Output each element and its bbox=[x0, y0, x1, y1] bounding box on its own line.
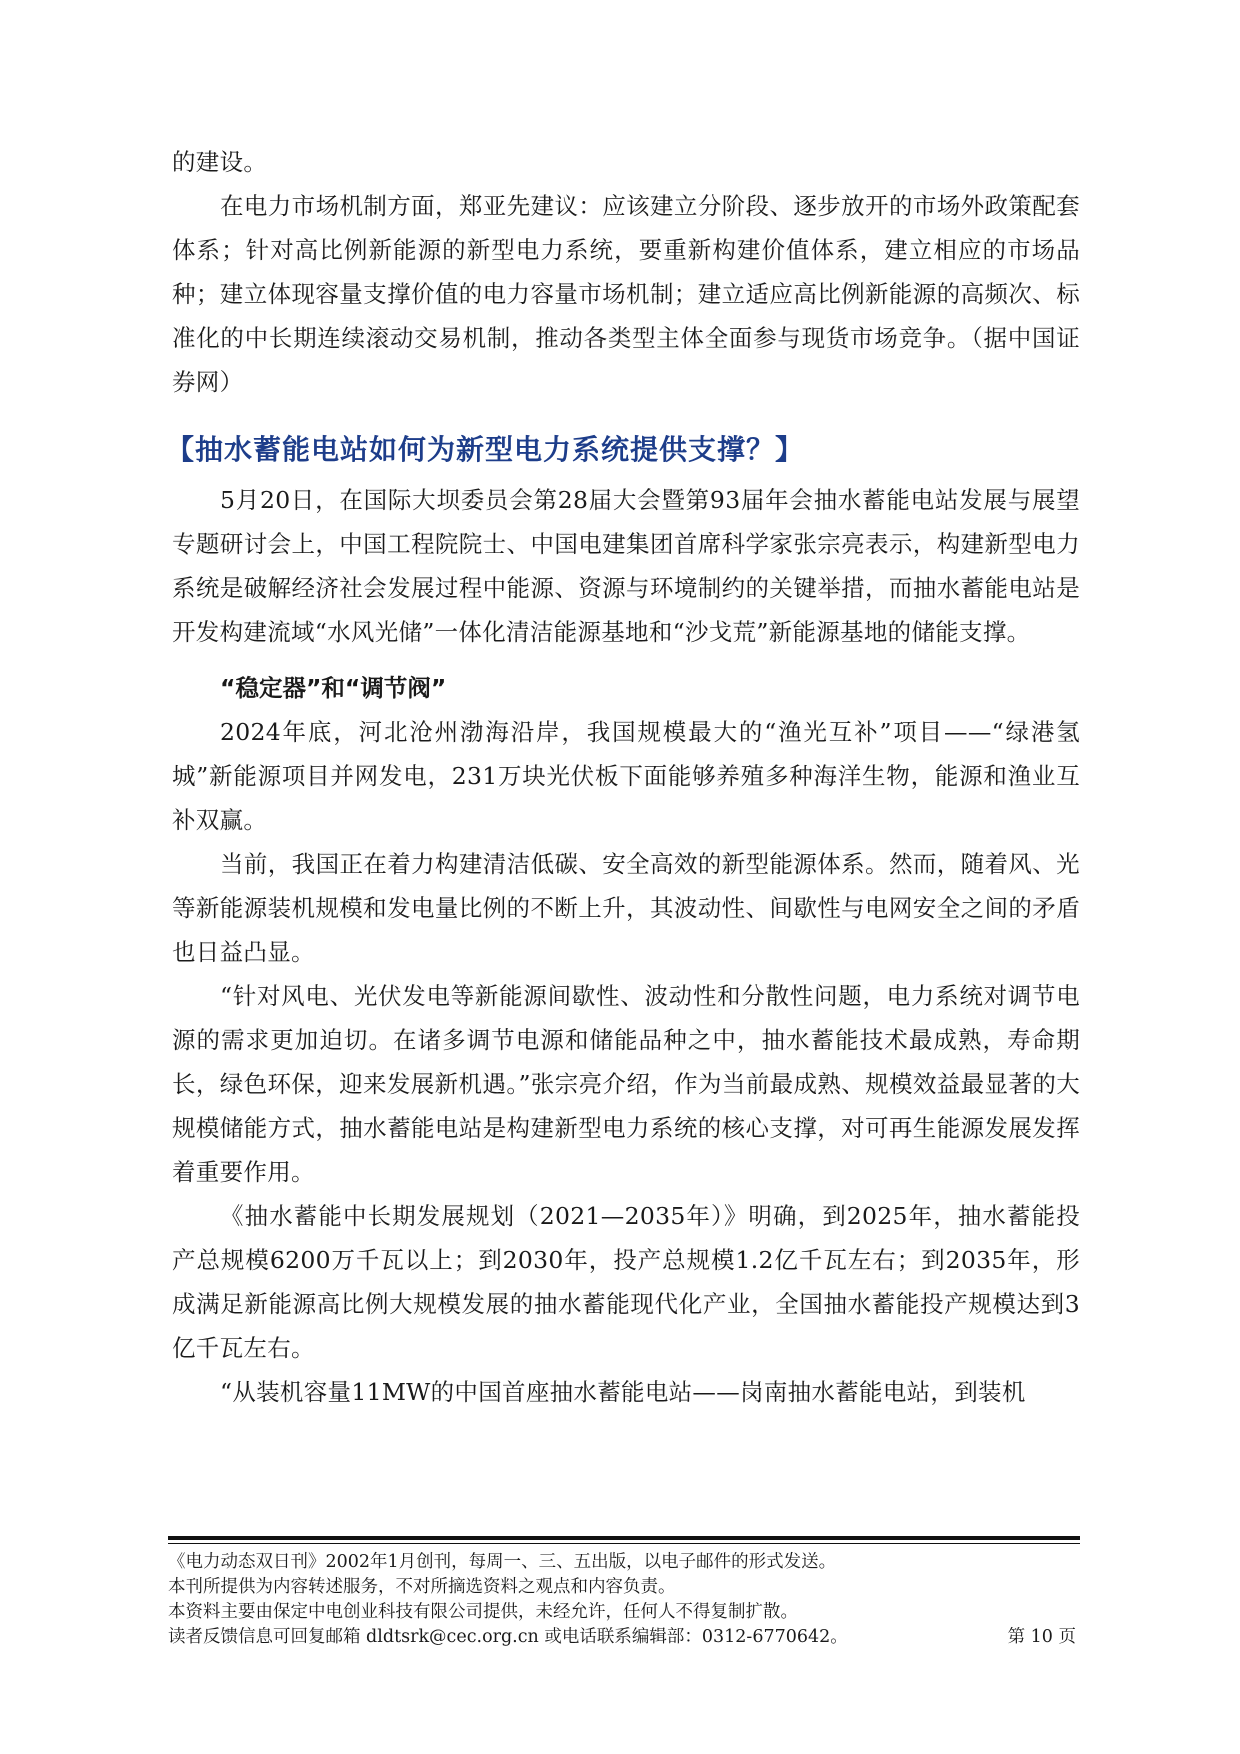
paragraph-intro: 5月20日，在国际大坝委员会第28届大会暨第93届年会抽水蓄能电站发展与展望专题研讨会上，中国工程院院士、中国电建集团首席科学家张宗亮表示，构建新型电力系统是破解经济社会发展过程中能源、资源与环境制约的关键举措，而抽水蓄能电站是开发构建流域“水风光储”一体化清洁能源基地和“沙戈荒”新能源基地的储能支撑。 bbox=[172, 486, 1080, 646]
article-body bbox=[166, 140, 1080, 1414]
footer-disclaimer: 本刊所提供为内容转述服务，不对所摘选资料之观点和内容负责。 bbox=[168, 1577, 676, 1597]
paragraph-continuation: 的建设。 bbox=[172, 148, 268, 176]
paragraph-plan: 《抽水蓄能中长期发展规划（2021—2035年）》明确，到2025年，抽水蓄能投产总规模6200万千瓦以上；到2030年，投产总规模1.2亿千瓦左右；到2035年，形成满足新能源高比例大规模发展的抽水蓄能现代化产业，全国抽水蓄能投产规模达到3亿千瓦左右。 bbox=[172, 1202, 1080, 1362]
footer-publication-info: 《电力动态双日刊》2002年1月创刊，每周一、三、五出版，以电子邮件的形式发送。 bbox=[168, 1552, 837, 1572]
page-number: 第 10 页 bbox=[1007, 1627, 1076, 1647]
footer-copyright: 本资料主要由保定中电创业科技有限公司提供，未经允许，任何人不得复制扩散。 bbox=[168, 1602, 798, 1622]
paragraph-energy-system: 当前，我国正在着力构建清洁低碳、安全高效的新型能源体系。然而，随着风、光等新能源装机规模和发电量比例的不断上升，其波动性、间歇性与电网安全之间的矛盾也日益凸显。 bbox=[172, 850, 1080, 966]
footer-rule-thick bbox=[168, 1536, 1080, 1540]
subheading: “稳定器”和“调节阀” bbox=[220, 674, 447, 702]
paragraph-quote: “针对风电、光伏发电等新能源间歇性、波动性和分散性问题，电力系统对调节电源的需求更加迫切。在诸多调节电源和储能品种之中，抽水蓄能技术最成熟，寿命期长，绿色环保，迎来发展新机遇。”张宗亮介绍，作为当前最成熟、规模效益最显著的大规模储能方式，抽水蓄能电站是构建新型电力系统的核心支撑，对可再生能源发展发挥着重要作用。 bbox=[172, 982, 1080, 1186]
paragraph-project: 2024年底，河北沧州渤海沿岸，我国规模最大的“渔光互补”项目——“绿港氢城”新能源项目并网发电，231万块光伏板下面能够养殖多种海洋生物，能源和渔业互补双赢。 bbox=[172, 718, 1080, 834]
footer-rule-thin bbox=[168, 1543, 1080, 1544]
paragraph-history: “从装机容量11MW的中国首座抽水蓄能电站——岗南抽水蓄能电站，到装机 bbox=[220, 1378, 1026, 1406]
section-title: 【抽水蓄能电站如何为新型电力系统提供支撑？】 bbox=[166, 433, 805, 466]
footer-contact: 读者反馈信息可回复邮箱 dldtsrk@cec.org.cn 或电话联系编辑部：0312-6770642。 bbox=[168, 1627, 848, 1647]
page-footer bbox=[168, 1536, 1080, 1650]
paragraph-market-mechanism: 在电力市场机制方面，郑亚先建议：应该建立分阶段、逐步放开的市场外政策配套体系；针对高比例新能源的新型电力系统，要重新构建价值体系，建立相应的市场品种；建立体现容量支撑价值的电力容量市场机制；建立适应高比例新能源的高频次、标准化的中长期连续滚动交易机制，推动各类型主体全面参与现货市场竞争。（据中国证券网） bbox=[172, 192, 1080, 396]
